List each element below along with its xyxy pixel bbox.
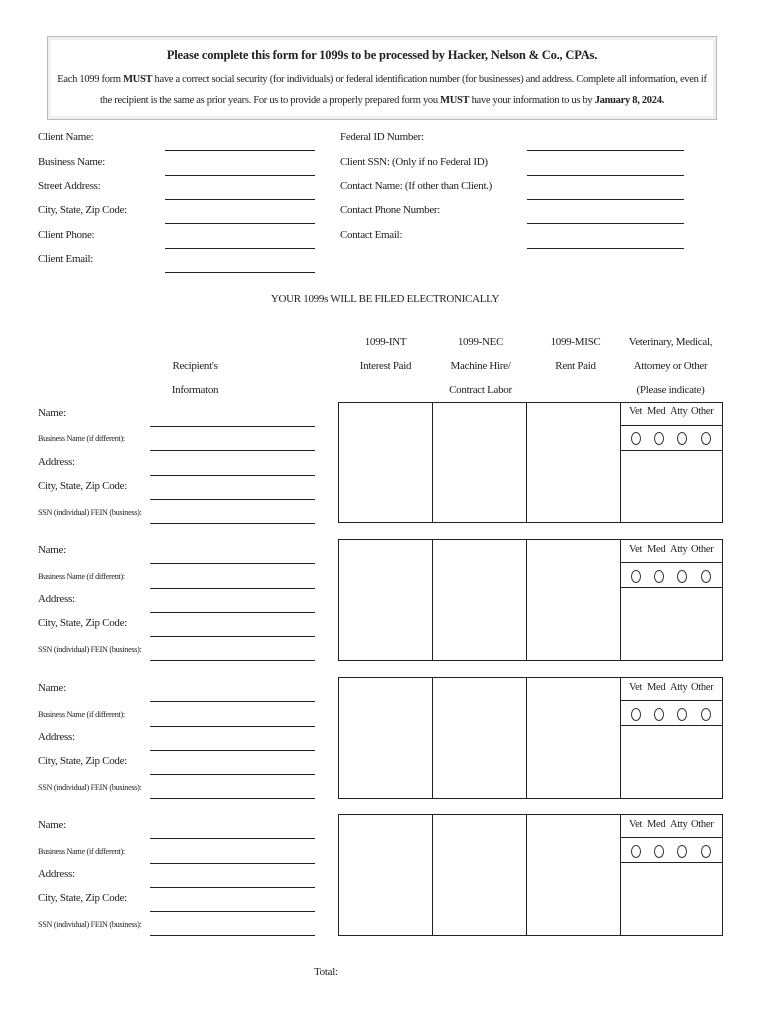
client-phone-field[interactable]	[165, 248, 315, 249]
option-row-divider	[620, 837, 723, 838]
recipient-business-field[interactable]	[150, 726, 315, 727]
client-name-field[interactable]	[165, 150, 315, 151]
recipient-name-label: Name:	[38, 407, 66, 419]
recipient-business-label: Business Name (if different):	[38, 710, 125, 719]
radio-other[interactable]	[701, 432, 711, 445]
recipient-city-field[interactable]	[150, 636, 315, 637]
street-address-label: Street Address:	[38, 180, 101, 192]
amounts-box	[338, 539, 723, 661]
option-row-divider	[620, 587, 723, 588]
column-divider	[620, 539, 621, 661]
total-label: Total:	[314, 966, 338, 978]
recipient-ssn-label: SSN (individual) FEIN (business):	[38, 920, 142, 929]
misc-header: 1099-MISC Rent Paid	[550, 336, 601, 372]
contact-email-field[interactable]	[527, 248, 684, 249]
option-atty-label: Atty	[670, 819, 688, 830]
federal-id-field[interactable]	[527, 150, 684, 151]
client-ssn-field[interactable]	[527, 175, 684, 176]
client-phone-label: Client Phone:	[38, 229, 95, 241]
recipient-name-label: Name:	[38, 682, 66, 694]
recipient-name-field[interactable]	[150, 563, 315, 564]
recipient-city-field[interactable]	[150, 774, 315, 775]
city-state-zip-field[interactable]	[165, 223, 315, 224]
federal-id-label: Federal ID Number:	[340, 131, 424, 143]
option-row-divider	[620, 700, 723, 701]
contact-name-field[interactable]	[527, 199, 684, 200]
recipient-business-field[interactable]	[150, 863, 315, 864]
recipient-ssn-field[interactable]	[150, 798, 315, 799]
option-med-label: Med	[647, 682, 666, 693]
recipient-address-label: Address:	[38, 456, 75, 468]
radio-vet[interactable]	[631, 845, 641, 858]
option-other-label: Other	[691, 819, 714, 830]
recipient-city-label: City, State, Zip Code:	[38, 617, 127, 629]
client-email-label: Client Email:	[38, 253, 94, 265]
recipient-address-field[interactable]	[150, 887, 315, 888]
column-divider	[432, 539, 433, 661]
business-name-label: Business Name:	[38, 156, 105, 168]
radio-atty[interactable]	[677, 845, 687, 858]
recipient-name-label: Name:	[38, 819, 66, 831]
column-divider	[620, 814, 621, 936]
option-vet-label: Vet	[629, 819, 643, 830]
other-header: Veterinary, Medical, Attorney or Other (Please indicate)	[628, 336, 713, 396]
column-divider	[526, 814, 527, 936]
recipient-city-field[interactable]	[150, 911, 315, 912]
radio-other[interactable]	[701, 845, 711, 858]
column-divider	[432, 402, 433, 523]
option-med-label: Med	[647, 544, 666, 555]
option-med-label: Med	[647, 819, 666, 830]
option-other-label: Other	[691, 682, 714, 693]
option-vet-label: Vet	[629, 544, 643, 555]
recipient-address-label: Address:	[38, 868, 75, 880]
radio-atty[interactable]	[677, 432, 687, 445]
option-row-divider	[620, 450, 723, 451]
contact-phone-label: Contact Phone Number:	[340, 204, 441, 216]
recipient-address-label: Address:	[38, 593, 75, 605]
recipient-ssn-field[interactable]	[150, 935, 315, 936]
option-row-divider	[620, 862, 723, 863]
recipient-business-label: Business Name (if different):	[38, 572, 125, 581]
recipient-info-header: Recipient's Informaton	[171, 360, 219, 396]
recipient-name-label: Name:	[38, 544, 66, 556]
column-divider	[432, 814, 433, 936]
filed-electronically-notice: YOUR 1099s WILL BE FILED ELECTRONICALLY	[270, 293, 500, 305]
instructions-box	[47, 36, 717, 120]
option-atty-label: Atty	[670, 406, 688, 417]
instructions-title: Please complete this form for 1099s to be processed by Hacker, Nelson & Co., CPAs.	[166, 48, 598, 62]
amounts-box	[338, 402, 723, 523]
recipient-city-label: City, State, Zip Code:	[38, 480, 127, 492]
option-atty-label: Atty	[670, 682, 688, 693]
recipient-ssn-field[interactable]	[150, 660, 315, 661]
amounts-box	[338, 814, 723, 936]
recipient-city-label: City, State, Zip Code:	[38, 755, 127, 767]
column-divider	[620, 677, 621, 799]
column-divider	[432, 677, 433, 799]
recipient-business-field[interactable]	[150, 450, 315, 451]
client-name-label: Client Name:	[38, 131, 94, 143]
recipient-address-label: Address:	[38, 731, 75, 743]
radio-med[interactable]	[654, 570, 664, 583]
column-divider	[526, 402, 527, 523]
radio-vet[interactable]	[631, 570, 641, 583]
option-atty-label: Atty	[670, 544, 688, 555]
radio-med[interactable]	[654, 845, 664, 858]
instructions-text: Each 1099 form MUST have a correct social security (for individuals) or federal identification number (for businesses) and address. Complete all information, even if the recipient is the same as prior years. For us to provide a properly prepared form you MUST have your information to us by January 8, 2024.	[57, 74, 707, 106]
recipient-city-field[interactable]	[150, 499, 315, 500]
recipient-business-label: Business Name (if different):	[38, 847, 125, 856]
recipient-city-label: City, State, Zip Code:	[38, 892, 127, 904]
option-row-divider	[620, 425, 723, 426]
radio-vet[interactable]	[631, 708, 641, 721]
option-other-label: Other	[691, 544, 714, 555]
street-address-field[interactable]	[165, 199, 315, 200]
recipient-ssn-label: SSN (individual) FEIN (business):	[38, 783, 142, 792]
recipient-address-field[interactable]	[150, 750, 315, 751]
recipient-business-field[interactable]	[150, 588, 315, 589]
contact-email-label: Contact Email:	[340, 229, 403, 241]
int-header: 1099-INT Interest Paid	[359, 336, 412, 372]
nec-header: 1099-NEC Machine Hire/ Contract Labor	[449, 336, 512, 396]
recipient-name-field[interactable]	[150, 701, 315, 702]
column-divider	[620, 402, 621, 523]
radio-med[interactable]	[654, 708, 664, 721]
radio-atty[interactable]	[677, 708, 687, 721]
recipient-ssn-label: SSN (individual) FEIN (business):	[38, 508, 142, 517]
option-vet-label: Vet	[629, 682, 643, 693]
recipient-ssn-label: SSN (individual) FEIN (business):	[38, 645, 142, 654]
option-row-divider	[620, 725, 723, 726]
option-vet-label: Vet	[629, 406, 643, 417]
radio-atty[interactable]	[677, 570, 687, 583]
radio-other[interactable]	[701, 570, 711, 583]
recipient-name-field[interactable]	[150, 426, 315, 427]
contact-name-label: Contact Name: (If other than Client.)	[340, 180, 493, 192]
contact-phone-field[interactable]	[527, 223, 684, 224]
client-ssn-label: Client SSN: (Only if no Federal ID)	[340, 156, 488, 168]
column-divider	[526, 539, 527, 661]
radio-med[interactable]	[654, 432, 664, 445]
client-email-field[interactable]	[165, 272, 315, 273]
radio-vet[interactable]	[631, 432, 641, 445]
recipient-name-field[interactable]	[150, 838, 315, 839]
amounts-box	[338, 677, 723, 799]
option-med-label: Med	[647, 406, 666, 417]
radio-other[interactable]	[701, 708, 711, 721]
recipient-address-field[interactable]	[150, 475, 315, 476]
recipient-ssn-field[interactable]	[150, 523, 315, 524]
option-row-divider	[620, 562, 723, 563]
recipient-business-label: Business Name (if different):	[38, 434, 125, 443]
column-divider	[526, 677, 527, 799]
business-name-field[interactable]	[165, 175, 315, 176]
city-state-zip-label: City, State, Zip Code:	[38, 204, 127, 216]
recipient-address-field[interactable]	[150, 612, 315, 613]
option-other-label: Other	[691, 406, 714, 417]
